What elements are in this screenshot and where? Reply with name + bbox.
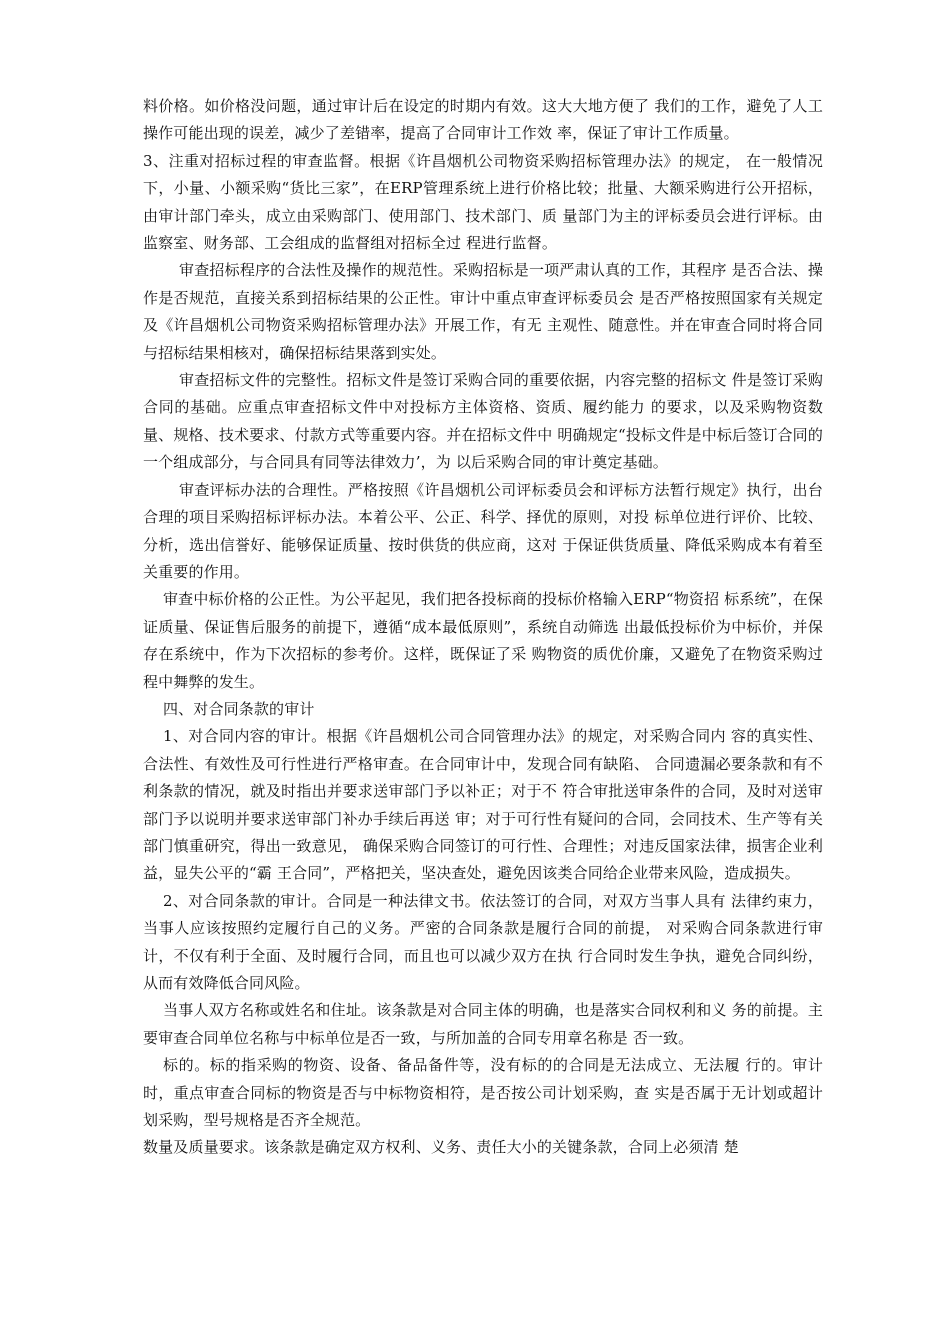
document-page xyxy=(143,93,823,1162)
section-heading: 四、对合同条款的审计 xyxy=(163,699,315,718)
body-paragraph: 3、注重对招标过程的审查监督。根据《许昌烟机公司物资采购招标管理办法》的规定， 在一般情况下，小量、小额采购“货比三家”，在ERP管理系统上进行价格比较；批量、大额采购进行公开招标，由审计部门牵头，成立由采购部门、使用部门、技术部门、质 量部门为主的评标委员会进行评标。由监察室、财务部、工会组成的监督组对招标全过 程进行监督。 xyxy=(143,151,823,253)
body-paragraph: 数量及质量要求。该条款是确定双方权利、义务、责任大小的关键条款，合同上必须清 楚 xyxy=(143,1138,739,1157)
body-paragraph: 审查评标办法的合理性。严格按照《许昌烟机公司评标委员会和评标方法暂行规定》执行，出台合理的项目采购招标评标办法。本着公平、公正、科学、择优的原则，对投 标单位进行评价、比较、分析，选出信誉好、能够保证质量、按时供货的供应商，这对 于保证供货质量、降低采购成本有着至关重要的作用。 xyxy=(143,480,823,581)
body-paragraph: 审查招标程序的合法性及操作的规范性。采购招标是一项严肃认真的工作，其程序 是否合法、操作是否规范，直接关系到招标结果的公正性。审计中重点审查评标委员会 是否严格按照国家有关规定及《许昌烟机公司物资采购招标管理办法》开展工作，有无 主观性、随意性。并在审查合同时将合同与招标结果相核对，确保招标结果落到实处。 xyxy=(143,261,823,362)
body-paragraph: 1、对合同内容的审计。根据《许昌烟机公司合同管理办法》的规定，对采购合同内 容的真实性、合法性、有效性及可行性进行严格审查。在合同审计中，发现合同有缺陷、 合同遗漏必要条款和有不利条款的情况，就及时指出并要求送审部门予以补正；对于不 符合审批送审条件的合同，及时对送审部门予以说明并要求送审部门补办手续后再送 审；对于可行性有疑问的合同，会同技术、生产等有关部门慎重研究，得出一致意见， 确保采购合同签订的可行性、合理性；对违反国家法律，损害企业利益，显失公平的“霸 王合同”，严格把关，坚决查处，避免因该类合同给企业带来风险，造成损失。 xyxy=(143,727,823,883)
body-paragraph: 2、对合同条款的审计。合同是一种法律文书。依法签订的合同，对双方当事人具有 法律约束力，当事人应该按照约定履行自己的义务。严密的合同条款是履行合同的前提， 对采购合同条款进行审计，不仅有利于全面、及时履行合同，而且也可以减少双方在执 行合同时发生争执，避免合同纠纷，从而有效降低合同风险。 xyxy=(143,891,823,992)
body-paragraph: 审查招标文件的完整性。招标文件是签订采购合同的重要依据，内容完整的招标文 件是签订采购合同的基础。应重点审查招标文件中对投标方主体资格、资质、履约能力 的要求，以及采购物资数量、规格、技术要求、付款方式等重要内容。并在招标文件中 明确规定“投标文件是中标后签订合同的一个组成部分，与合同具有同等法律效力’，为 以后采购合同的审计奠定基础。 xyxy=(143,371,823,472)
body-paragraph: 标的。标的指采购的物资、设备、备品备件等，没有标的的合同是无法成立、无法履 行的。审计时，重点审查合同标的物资是否与中标物资相符，是否按公司计划采购，查 实是否属于无计划或超计划采购，型号规格是否齐全规范。 xyxy=(143,1056,823,1130)
body-paragraph: 当事人双方名称或姓名和住址。该条款是对合同主体的明确，也是落实合同权利和义 务的前提。主要审查合同单位名称与中标单位是否一致，与所加盖的合同专用章名称是 否一致。 xyxy=(143,1001,823,1047)
body-paragraph: 审查中标价格的公正性。为公平起见，我们把各投标商的投标价格输入ERP“物资招 标系统”，在保证质量、保证售后服务的前提下，遵循“成本最低原则”，系统自动筛选 出最低投标价为中标价，并保存在系统中，作为下次招标的参考价。这样，既保证了采 购物资的质优价廉，又避免了在物资采购过程中舞弊的发生。 xyxy=(143,590,823,691)
body-paragraph: 料价格。如价格没问题，通过审计后在设定的时期内有效。这大大地方便了 我们的工作，避免了人工操作可能出现的误差，减少了差错率，提高了合同审计工作效 率，保证了审计工作质量。 xyxy=(143,97,823,143)
